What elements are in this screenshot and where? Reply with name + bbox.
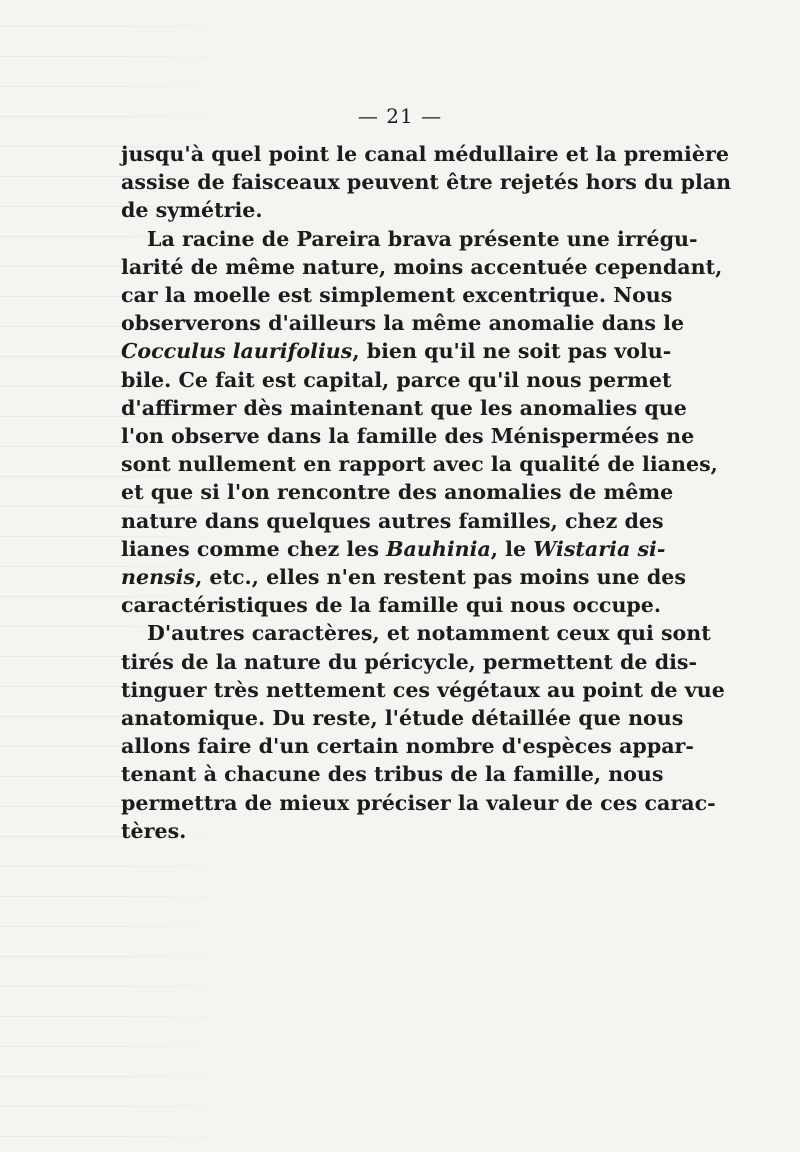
text-line: sont nullement en rapport avec la qualité de lianes, — [121, 452, 718, 477]
text-line: observerons d'ailleurs la même anomalie dans le — [121, 311, 685, 336]
text-line: tères. — [121, 818, 187, 843]
text-line: bile. Ce fait est capital, parce qu'il nous permet — [121, 367, 672, 392]
paragraph-3 — [121, 619, 725, 845]
species-name: nensis — [121, 565, 196, 590]
text-line: car la moelle est simplement excentrique. Nous — [121, 283, 673, 308]
text-line: l'on observe dans la famille des Ménispermées ne — [121, 424, 695, 449]
text-line: permettra de mieux préciser la valeur de ces carac- — [121, 790, 716, 815]
text-line: larité de même nature, moins accentuée cependant, — [121, 254, 723, 279]
text-line: assise de faisceaux peuvent être rejetés hors du plan — [121, 170, 732, 195]
text-line: de symétrie. — [121, 198, 263, 223]
text-line: nature dans quelques autres familles, chez des — [121, 508, 664, 533]
text-line: lianes comme chez les Bauhinia, le Wistaria si- — [121, 536, 666, 561]
text-line: D'autres caractères, et notamment ceux qui sont — [147, 621, 711, 646]
page-number: — 21 — — [357, 104, 443, 128]
text-line: jusqu'à quel point le canal médullaire et la première — [121, 142, 729, 166]
species-name: Cocculus laurifolius — [121, 339, 353, 364]
text-line: anatomique. Du reste, l'étude détaillée que nous — [121, 706, 684, 731]
paragraph-1 — [121, 140, 732, 225]
genus-name: Bauhinia — [386, 536, 491, 561]
text-line: La racine de Pareira brava présente une irrégu- — [147, 226, 698, 251]
text-line: tirés de la nature du péricycle, permettent de dis- — [121, 649, 698, 674]
text-line: Cocculus laurifolius, bien qu'il ne soit pas volu- — [121, 339, 672, 364]
text-line: allons faire d'un certain nombre d'espèces appar- — [121, 734, 694, 759]
paragraph-2 — [121, 225, 723, 620]
text-line: d'affirmer dès maintenant que les anomalies que — [121, 395, 687, 420]
text-line: tinguer très nettement ces végétaux au point de vue — [121, 677, 725, 702]
species-name: Wistaria si- — [533, 536, 666, 561]
text-line: tenant à chacune des tribus de la famille, nous — [121, 762, 664, 787]
text-line: caractéristiques de la famille qui nous occupe. — [121, 593, 662, 618]
body-text — [121, 140, 732, 845]
text-line: nensis, etc., elles n'en restent pas moins une des — [121, 565, 686, 590]
text-line: et que si l'on rencontre des anomalies de même — [121, 480, 674, 505]
